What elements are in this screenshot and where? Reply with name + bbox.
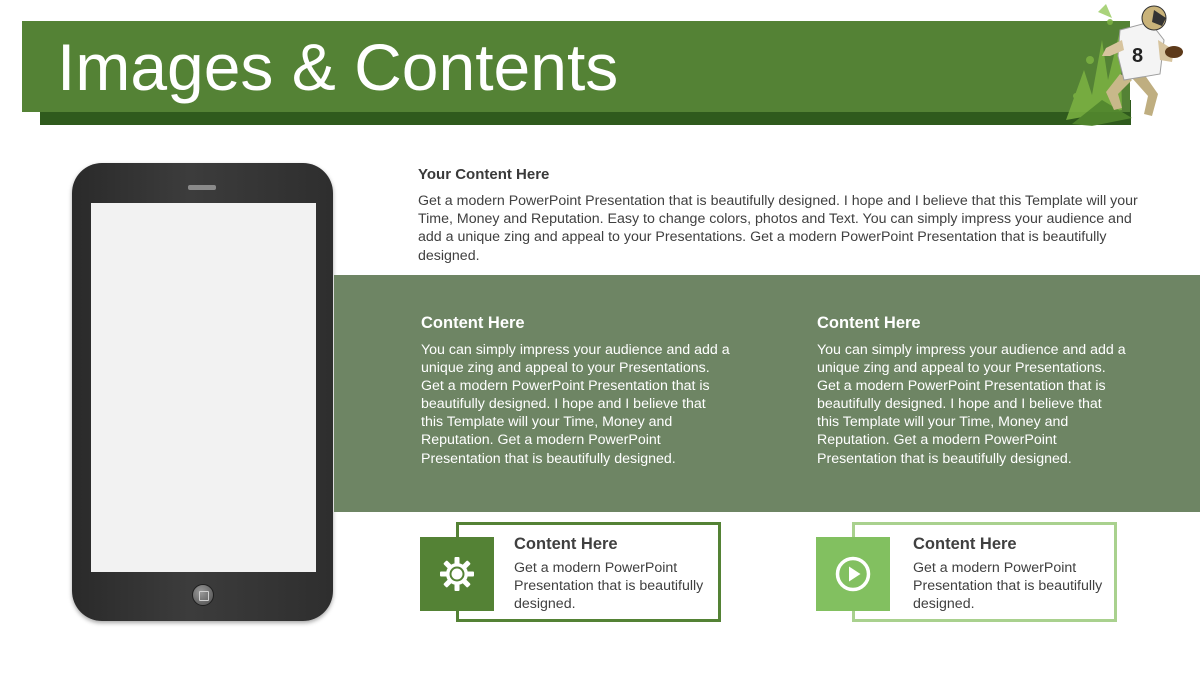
play-icon-tile: [816, 537, 890, 611]
column-body: You can simply impress your audience and add a unique zing and appeal to your Presentations. Get a modern PowerPoint Presentation that is beautifully designed. I hope and I believe that this Template will your Time, Money and Reputation. Get a modern PowerPoint Presentation that is beautifully designed.: [421, 342, 730, 467]
phone-screen-placeholder: [91, 203, 316, 572]
intro-heading: Your Content Here: [418, 166, 550, 183]
card-text-2: [913, 535, 1113, 614]
content-column-1: [421, 314, 731, 468]
phone-home-button: [192, 584, 214, 606]
content-band: [334, 275, 1200, 512]
gear-icon: [439, 556, 475, 592]
gear-icon-tile: [420, 537, 494, 611]
smartphone-image: [72, 163, 333, 621]
card-heading: Content Here: [514, 535, 618, 553]
column-body: You can simply impress your audience and add a unique zing and appeal to your Presentations. Get a modern PowerPoint Presentation that is beautifully designed. I hope and I believe that this Template will your Time, Money and Reputation. Get a modern PowerPoint Presentation that is beautifully designed.: [817, 342, 1126, 467]
card-text-1: [514, 535, 714, 614]
title-bar: [22, 21, 1130, 112]
card-body: Get a modern PowerPoint Presentation that is beautifully designed.: [913, 560, 1103, 613]
column-heading: Content Here: [817, 314, 921, 332]
football-player-image: [1062, 0, 1197, 126]
column-heading: Content Here: [421, 314, 525, 332]
phone-speaker: [188, 185, 216, 190]
card-heading: Content Here: [913, 535, 1017, 553]
svg-text:8: 8: [1132, 45, 1144, 67]
slide-title: Images & Contents: [57, 30, 619, 104]
content-column-2: [817, 314, 1127, 468]
play-icon: [834, 555, 872, 593]
intro-body: Get a modern PowerPoint Presentation that is beautifully designed. I hope and I believe that this Template will your Time, Money and Reputation. Easy to change colors, photos and Text. You can simply impress your audience and add a unique zing and appeal to your Presentations. Get a modern PowerPoint Presentation that is beautifully designed.: [418, 193, 1138, 264]
intro-block: [418, 166, 1138, 265]
card-body: Get a modern PowerPoint Presentation that is beautifully designed.: [514, 560, 704, 613]
